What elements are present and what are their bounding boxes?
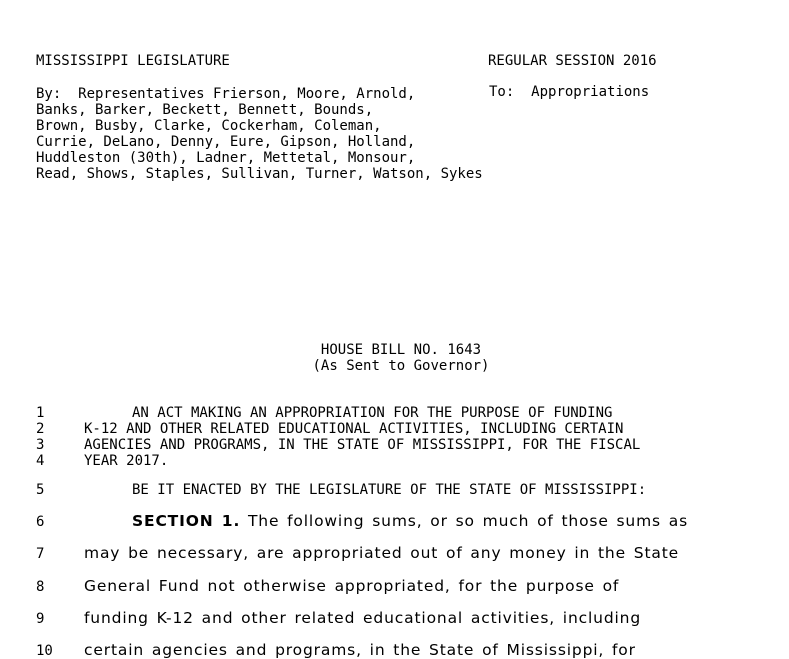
sponsor-line: Banks, Barker, Beckett, Bennett, Bounds, [36,102,374,118]
section-line [84,512,688,530]
committee-referral [489,84,649,100]
bill-title: HOUSE BILL NO. 1643 [320,342,482,358]
line-number: 3 [36,437,45,453]
sponsor-line: Huddleston (30th), Ladner, Mettetal, Monsour, [36,150,416,166]
bill-status: (As Sent to Governor) [312,358,490,374]
act-line: AN ACT MAKING AN APPROPRIATION FOR THE PURPOSE OF FUNDING [132,405,613,421]
line-number: 7 [36,546,45,562]
session-label: REGULAR SESSION 2016 [488,53,657,69]
line-number: 2 [36,421,45,437]
act-line: K-12 AND OTHER RELATED EDUCATIONAL ACTIVITIES, INCLUDING CERTAIN [84,421,624,437]
sponsor-line: Read, Shows, Staples, Sullivan, Turner, Watson, Sykes [36,166,483,182]
sponsor-line: By: Representatives Frierson, Moore, Arnold, [36,86,416,102]
legislature-name: MISSISSIPPI LEGISLATURE [36,53,230,69]
section-line: funding K-12 and other related educational activities, including [84,609,642,627]
sponsors-block [36,86,486,182]
act-line: AGENCIES AND PROGRAMS, IN THE STATE OF MISSISSIPPI, FOR THE FISCAL [84,437,641,453]
sponsor-line: Brown, Busby, Clarke, Cockerham, Coleman, [36,118,382,134]
line-number: 6 [36,514,45,530]
act-line: YEAR 2017. [84,453,169,469]
section-line: may be necessary, are appropriated out of any money in the State [84,544,680,562]
section-line: General Fund not otherwise appropriated, for the purpose of [84,577,620,595]
section-heading: SECTION 1. [132,512,241,530]
enacting-clause: BE IT ENACTED BY THE LEGISLATURE OF THE STATE OF MISSISSIPPI: [132,482,647,498]
line-number: 10 [36,643,53,659]
line-number: 5 [36,482,45,498]
line-number: 8 [36,579,45,595]
sponsor-line: Currie, DeLano, Denny, Eure, Gipson, Holland, [36,134,416,150]
line-number: 1 [36,405,45,421]
line-number: 4 [36,453,45,469]
committee-name: Appropriations [531,84,650,100]
section-line: certain agencies and programs, in the State of Mississippi, for [84,641,636,659]
line-number: 9 [36,611,45,627]
to-label: To: [489,84,515,100]
section-text: The following sums, or so much of those sums as [240,512,689,530]
